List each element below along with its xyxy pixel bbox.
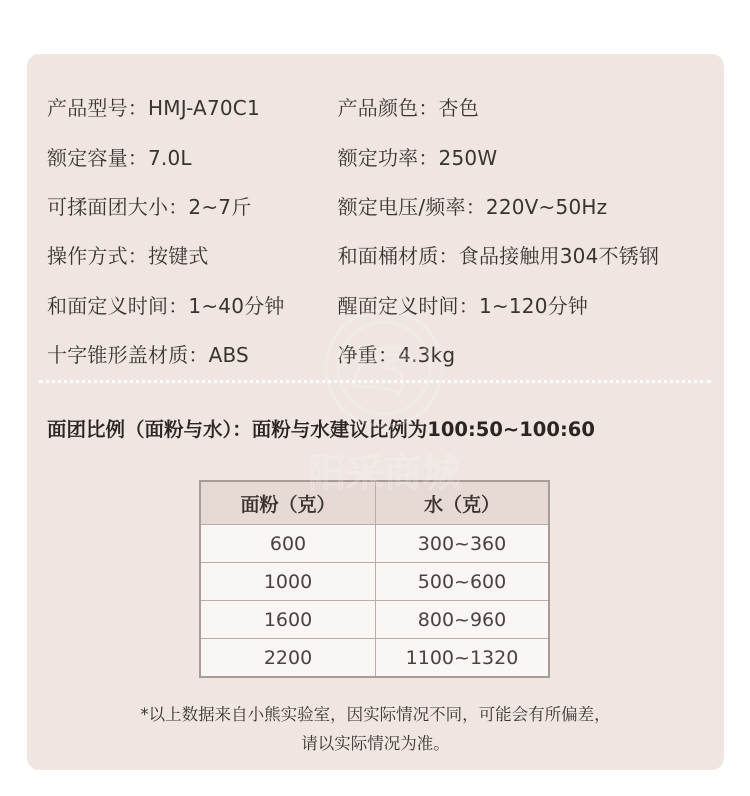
table-row — [200, 563, 549, 601]
table-row — [200, 525, 549, 563]
spec-color: 产品颜色：杏色 — [337, 96, 479, 121]
cell-water: 800~960 — [376, 601, 550, 639]
footnote-line-2: 请以实际情况为准。 — [301, 734, 450, 753]
spec-row — [47, 230, 717, 279]
spec-operation: 操作方式：按键式 — [47, 244, 209, 269]
spec-row — [47, 280, 717, 329]
cell-water: 1100~1320 — [376, 639, 550, 678]
spec-row — [47, 82, 717, 131]
cell-flour: 600 — [200, 525, 376, 563]
table-row — [200, 601, 549, 639]
cell-water: 500~600 — [376, 563, 550, 601]
ratio-table-wrap — [199, 480, 550, 678]
cell-water: 300~360 — [376, 525, 550, 563]
spec-bucket-material: 和面桶材质：食品接触用304不锈钢 — [337, 244, 660, 269]
table-header-row — [200, 481, 549, 525]
spec-voltage: 额定电压/频率：220V~50Hz — [337, 194, 608, 219]
dough-ratio — [47, 414, 595, 442]
spec-lid-material: 十字锥形盖材质：ABS — [47, 343, 249, 368]
spec-row — [47, 131, 717, 180]
cell-flour: 1000 — [200, 563, 376, 601]
header-water: 水（克） — [376, 481, 550, 525]
spec-dough-size: 可揉面团大小：2~7斤 — [47, 194, 252, 219]
table-row — [200, 639, 549, 678]
cell-flour: 1600 — [200, 601, 376, 639]
spec-row — [47, 329, 717, 378]
dotted-divider — [39, 380, 711, 383]
ratio-table — [199, 480, 550, 678]
spec-card — [27, 54, 724, 770]
watermark-text: 阳采商城 — [307, 451, 461, 495]
spec-row — [47, 181, 717, 230]
cell-flour: 2200 — [200, 639, 376, 678]
spec-power: 额定功率：250W — [337, 145, 498, 170]
spec-kneading-time: 和面定义时间：1~40分钟 — [47, 293, 285, 318]
dough-ratio-label: 面团比例（面粉与水）： — [47, 418, 252, 441]
spec-model: 产品型号：HMJ-A70C1 — [47, 96, 260, 121]
footnote-line-1: *以上数据来自小熊实验室，因实际情况不同，可能会有所偏差， — [140, 705, 611, 724]
spec-proofing-time: 醒面定义时间：1~120分钟 — [337, 293, 589, 318]
spec-net-weight: 净重：4.3kg — [337, 343, 456, 368]
dough-ratio-value: 面粉与水建议比例为100:50~100:60 — [251, 418, 595, 441]
spec-grid — [47, 82, 717, 378]
footnote — [27, 700, 724, 758]
header-flour: 面粉（克） — [200, 481, 376, 525]
spec-capacity: 额定容量：7.0L — [47, 145, 192, 170]
